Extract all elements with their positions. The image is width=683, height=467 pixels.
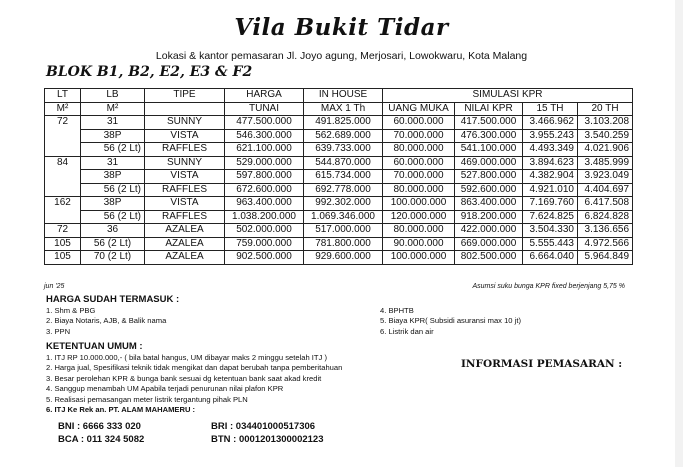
cell-20th: 5.964.849	[578, 251, 633, 265]
cell-lt: 72	[45, 224, 81, 238]
cell-uang-muka: 100.000.000	[383, 197, 455, 211]
cell-inhouse: 929.600.000	[304, 251, 383, 265]
cell-harga: 963.400.000	[225, 197, 304, 211]
cell-lb: 38P	[81, 129, 145, 143]
cell-20th: 3.103.208	[578, 116, 633, 130]
list-item: 5. Realisasi pemasangan meter listrik tergantung pihak PLN	[46, 394, 248, 404]
list-item: 6. Listrik dan air	[380, 326, 434, 336]
cell-inhouse: 517.000.000	[304, 224, 383, 238]
bank-btn: BTN : 0001201300002123	[211, 434, 324, 445]
cell-nilai-kpr: 417.500.000	[455, 116, 523, 130]
cell-uang-muka: 80.000.000	[383, 224, 455, 238]
cell-uang-muka: 70.000.000	[383, 170, 455, 184]
cell-tipe: RAFFLES	[145, 210, 225, 224]
list-item: 4. Sanggup menambah UM Apabila terjadi penurunan nilai plafon KPR	[46, 384, 284, 394]
col-inhouse: IN HOUSE	[304, 89, 383, 103]
cell-harga: 477.500.000	[225, 116, 304, 130]
blok-heading: BLOK B1, B2, E2, E3 & F2	[46, 64, 253, 80]
table-row	[45, 224, 633, 238]
col-lt-unit: M²	[45, 102, 81, 116]
col-lt: LT	[45, 89, 81, 103]
list-item: 2. Harga jual, Spesifikasi teknik tidak mengikat dan dapat berubah tanpa pemberitahuan	[46, 363, 343, 373]
col-lb-unit: M²	[81, 102, 145, 116]
bank-bca: BCA : 011 324 5082	[58, 434, 145, 445]
col-tipe: TIPE	[145, 89, 225, 103]
table-row	[45, 129, 633, 143]
marketing-info-title: INFORMASI PEMASARAN :	[461, 358, 623, 370]
cell-15th: 3.955.243	[523, 129, 578, 143]
cell-20th: 6.417.508	[578, 197, 633, 211]
cell-uang-muka: 120.000.000	[383, 210, 455, 224]
header-row-2	[45, 102, 633, 116]
cell-lt: 84	[45, 156, 81, 197]
cell-harga: 621.100.000	[225, 143, 304, 157]
cell-tipe: VISTA	[145, 170, 225, 184]
table-row	[45, 251, 633, 265]
harga-termasuk-heading: HARGA SUDAH TERMASUK :	[46, 294, 180, 305]
harga-termasuk-list-right	[380, 306, 521, 337]
list-item: 2. Biaya Notaris, AJB, & Balik nama	[46, 316, 167, 326]
cell-uang-muka: 90.000.000	[383, 237, 455, 251]
cell-uang-muka: 60.000.000	[383, 156, 455, 170]
cell-nilai-kpr: 541.100.000	[455, 143, 523, 157]
cell-nilai-kpr: 592.600.000	[455, 183, 523, 197]
cell-lb: 31	[81, 116, 145, 130]
cell-lb: 56 (2 Lt)	[81, 183, 145, 197]
cell-nilai-kpr: 918.200.000	[455, 210, 523, 224]
cell-15th: 7.169.760	[523, 197, 578, 211]
location-subtitle: Lokasi & kantor pemasaran Jl. Joyo agung, Merjosari, Lowokwaru, Kota Malang	[155, 50, 528, 62]
table-row	[45, 116, 633, 130]
col-max1th: MAX 1 Th	[304, 102, 383, 116]
cell-inhouse: 781.800.000	[304, 237, 383, 251]
cell-tipe: RAFFLES	[145, 183, 225, 197]
col-15th: 15 TH	[523, 102, 578, 116]
cell-inhouse: 692.778.000	[304, 183, 383, 197]
page-title: Vila Bukit Tidar	[234, 14, 449, 41]
cell-15th: 4.382.904	[523, 170, 578, 184]
cell-nilai-kpr: 476.300.000	[455, 129, 523, 143]
table-row	[45, 210, 633, 224]
cell-harga: 759.000.000	[225, 237, 304, 251]
col-20th: 20 TH	[578, 102, 633, 116]
cell-15th: 3.894.623	[523, 156, 578, 170]
cell-15th: 4.921.010	[523, 183, 578, 197]
list-item: 1. Shm & PBG	[46, 306, 96, 315]
cell-harga: 1.038.200.000	[225, 210, 304, 224]
cell-inhouse: 992.302.000	[304, 197, 383, 211]
cell-tipe: AZALEA	[145, 224, 225, 238]
cell-nilai-kpr: 863.400.000	[455, 197, 523, 211]
cell-uang-muka: 80.000.000	[383, 143, 455, 157]
price-table	[44, 88, 633, 265]
date-note: jun '25	[44, 283, 65, 290]
cell-20th: 4.972.566	[578, 237, 633, 251]
interest-assumption-note: Asumsi suku bunga KPR fixed berjenjang 5,75 %	[472, 283, 625, 290]
cell-harga: 902.500.000	[225, 251, 304, 265]
bank-bni: BNI : 6666 333 020	[58, 421, 141, 432]
cell-inhouse: 639.733.000	[304, 143, 383, 157]
table-row	[45, 183, 633, 197]
table-row	[45, 237, 633, 251]
cell-20th: 4.021.906	[578, 143, 633, 157]
cell-20th: 3.485.999	[578, 156, 633, 170]
cell-15th: 6.664.040	[523, 251, 578, 265]
cell-lt: 162	[45, 197, 81, 224]
cell-tipe: VISTA	[145, 129, 225, 143]
cell-20th: 3.923.049	[578, 170, 633, 184]
cell-lb: 38P	[81, 197, 145, 211]
cell-harga: 672.600.000	[225, 183, 304, 197]
cell-nilai-kpr: 802.500.000	[455, 251, 523, 265]
cell-nilai-kpr: 422.000.000	[455, 224, 523, 238]
col-tunai: TUNAI	[225, 102, 304, 116]
cell-uang-muka: 70.000.000	[383, 129, 455, 143]
cell-nilai-kpr: 527.800.000	[455, 170, 523, 184]
cell-20th: 6.824.828	[578, 210, 633, 224]
col-harga: HARGA	[225, 89, 304, 103]
marketing-info-box	[439, 346, 639, 461]
cell-lb: 70 (2 Lt)	[81, 251, 145, 265]
list-item: 3. Besar perolehan KPR & bunga bank sesuai dg ketentuan bank saat akad kredit	[46, 373, 322, 383]
cell-inhouse: 544.870.000	[304, 156, 383, 170]
table-row	[45, 156, 633, 170]
cell-harga: 546.300.000	[225, 129, 304, 143]
col-uang-muka: UANG MUKA	[383, 102, 455, 116]
cell-inhouse: 1.069.346.000	[304, 210, 383, 224]
cell-15th: 4.493.349	[523, 143, 578, 157]
cell-uang-muka: 60.000.000	[383, 116, 455, 130]
cell-nilai-kpr: 669.000.000	[455, 237, 523, 251]
bank-bri: BRI : 034401000517306	[211, 421, 316, 432]
col-tipe-sub	[145, 102, 225, 116]
table-row	[45, 170, 633, 184]
cell-20th: 3.540.259	[578, 129, 633, 143]
page-edge-shadow	[675, 0, 683, 467]
list-item: 3. PPN	[46, 326, 71, 336]
cell-20th: 4.404.697	[578, 183, 633, 197]
cell-15th: 7.624.825	[523, 210, 578, 224]
cell-inhouse: 562.689.000	[304, 129, 383, 143]
cell-tipe: RAFFLES	[145, 143, 225, 157]
cell-lb: 56 (2 Lt)	[81, 237, 145, 251]
cell-harga: 529.000.000	[225, 156, 304, 170]
cell-lt: 105	[45, 251, 81, 265]
cell-uang-muka: 100.000.000	[383, 251, 455, 265]
cell-lb: 36	[81, 224, 145, 238]
cell-inhouse: 491.825.000	[304, 116, 383, 130]
cell-harga: 597.800.000	[225, 170, 304, 184]
cell-lt: 105	[45, 237, 81, 251]
cell-15th: 3.466.962	[523, 116, 578, 130]
list-item: 1. ITJ RP 10.000.000,- ( bila batal hangus, UM dibayar maks 2 minggu setelah ITJ )	[46, 353, 327, 362]
cell-tipe: AZALEA	[145, 251, 225, 265]
harga-termasuk-list-left	[46, 306, 166, 337]
cell-nilai-kpr: 469.000.000	[455, 156, 523, 170]
header-row-1	[45, 89, 633, 103]
cell-tipe: SUNNY	[145, 156, 225, 170]
cell-20th: 3.136.656	[578, 224, 633, 238]
rekening-line: 6. ITJ Ke Rek an. PT. ALAM MAHAMERU :	[46, 405, 196, 415]
cell-lb: 56 (2 Lt)	[81, 210, 145, 224]
cell-lt: 72	[45, 116, 81, 157]
list-item: 5. Biaya KPR( Subsidi asuransi max 10 jt)	[380, 316, 521, 326]
cell-inhouse: 615.734.000	[304, 170, 383, 184]
cell-tipe: SUNNY	[145, 116, 225, 130]
cell-15th: 5.555.443	[523, 237, 578, 251]
cell-uang-muka: 80.000.000	[383, 183, 455, 197]
cell-lb: 38P	[81, 170, 145, 184]
ketentuan-heading: KETENTUAN UMUM :	[46, 341, 143, 352]
list-item: 4. BPHTB	[380, 306, 414, 315]
cell-harga: 502.000.000	[225, 224, 304, 238]
cell-15th: 3.504.330	[523, 224, 578, 238]
table-row	[45, 197, 633, 211]
col-nilai-kpr: NILAI KPR	[455, 102, 523, 116]
cell-lb: 31	[81, 156, 145, 170]
ketentuan-list	[46, 353, 342, 415]
col-simulasi-kpr: SIMULASI KPR	[383, 89, 633, 103]
table-row	[45, 143, 633, 157]
cell-lb: 56 (2 Lt)	[81, 143, 145, 157]
cell-tipe: VISTA	[145, 197, 225, 211]
cell-tipe: AZALEA	[145, 237, 225, 251]
col-lb: LB	[81, 89, 145, 103]
